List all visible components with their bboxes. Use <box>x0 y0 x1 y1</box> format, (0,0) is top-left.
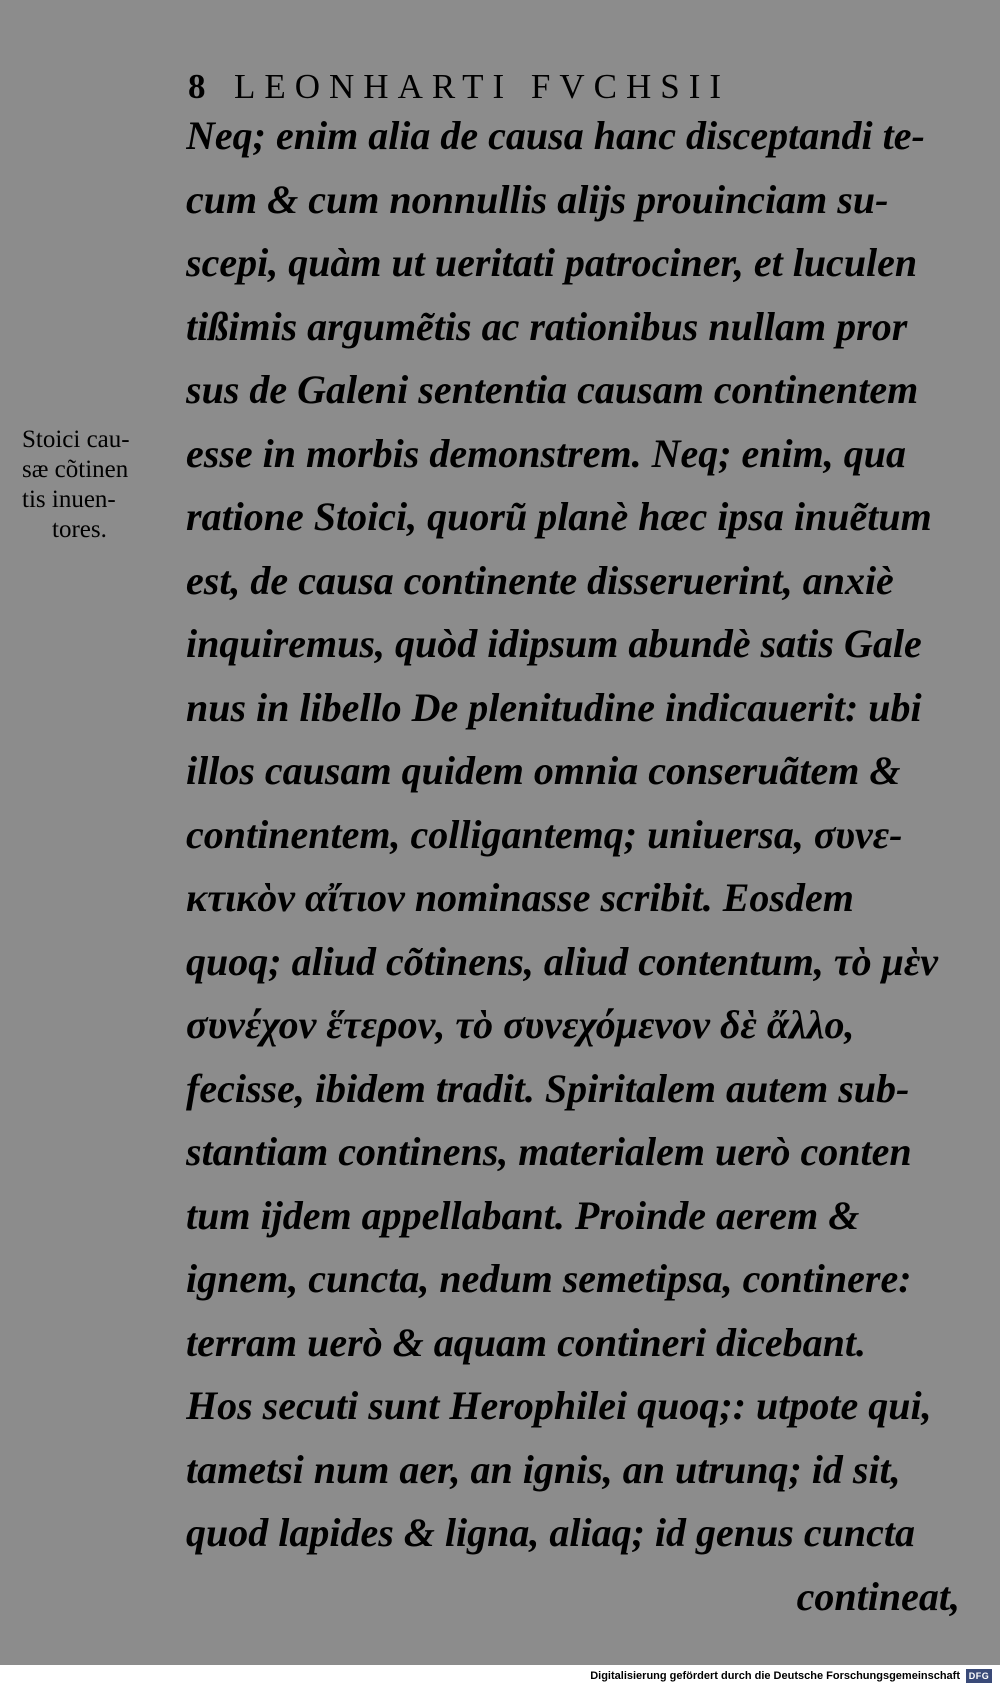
marginal-line: sæ cõtinen <box>22 456 129 483</box>
text-line: esse in morbis demonstrem. Neq; enim, qua <box>186 430 907 476</box>
funding-credit: Digitalisierung gefördert durch die Deutsche Forschungsgemeinschaft <box>590 1670 960 1682</box>
text-line: quod lapides & ligna, aliaq; id genus cuncta <box>186 1510 915 1555</box>
text-line: inquiremus, quòd idipsum abundè satis Gale <box>186 621 922 666</box>
text-line: fecisse, ibidem tradit. Spiritalem autem sub- <box>186 1065 910 1111</box>
catchword-line: contineat, <box>796 1573 960 1619</box>
marginal-line: tis inuen- <box>22 486 116 513</box>
text-line: terram uerò & aquam contineri dicebant. <box>186 1319 867 1365</box>
page-number: 8 <box>188 67 206 106</box>
marginal-line: tores. <box>52 516 107 543</box>
text-line: κτικὸν αἴτιον nominasse scribit. Eosdem <box>186 875 854 920</box>
running-title: LEONHARTI FVCHSII <box>234 67 731 106</box>
marginal-line: Stoici cau- <box>22 426 130 453</box>
text-line: nus in libello De plenitudine indicauerit: ubi <box>186 684 922 730</box>
text-line: ignem, cuncta, nedum semetipsa, continere: <box>186 1256 912 1301</box>
text-line: Neq; enim alia de causa hanc disceptandi te- <box>186 113 925 158</box>
text-line: illos causam quidem omnia conseruãtem & <box>186 748 901 793</box>
text-line: scepi, quàm ut ueritati patrociner, et luculen <box>186 240 918 285</box>
main-text-block <box>186 104 966 1628</box>
digitization-footer <box>0 1665 1000 1687</box>
text-line: continentem, colligantemq; uniuersa, συνε- <box>186 811 903 857</box>
text-line: tißimis argumẽtis ac rationibus nullam pror <box>186 303 908 349</box>
text-line: est, de causa continente disseruerint, anxiè <box>186 557 894 603</box>
text-line: sus de Galeni sententia causam continentem <box>186 367 919 412</box>
text-line: ratione Stoici, quorũ planè hæc ipsa inuẽtum <box>186 494 932 539</box>
marginal-note <box>22 425 182 545</box>
text-line: stantiam continens, materialem uerò conten <box>186 1129 912 1174</box>
text-line: συνέχον ἕτερον, τὸ συνεχόμενον δὲ ἄλλο, <box>186 1002 855 1047</box>
text-line: Hos secuti sunt Herophilei quoq;: utpote qui, <box>186 1383 932 1428</box>
text-line: tum ijdem appellabant. Proinde aerem & <box>186 1192 860 1238</box>
text-line: quoq; aliud cõtinens, aliud contentum, τὸ μὲν <box>186 938 939 984</box>
dfg-logo-icon: DFG <box>966 1669 992 1683</box>
text-line: cum & cum nonnullis alijs prouinciam su- <box>186 176 889 222</box>
text-line: tametsi num aer, an ignis, an utrunq; id sit, <box>186 1446 901 1492</box>
